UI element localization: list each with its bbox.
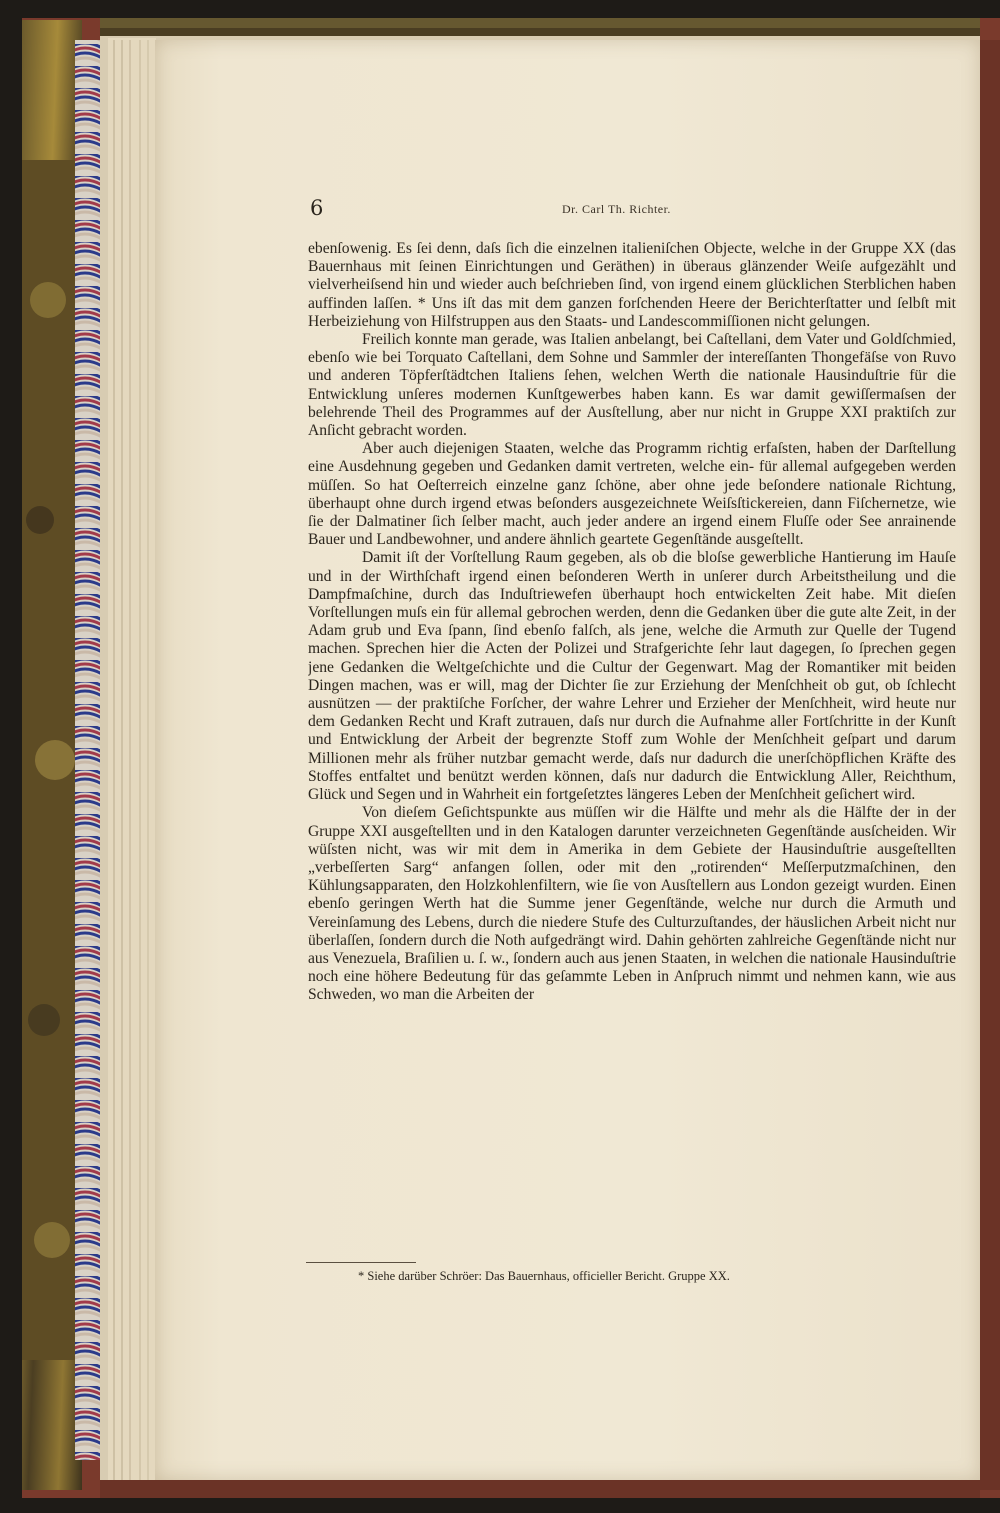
- running-head: Dr. Carl Th. Richter.: [562, 202, 671, 216]
- paragraph: Damit iſt der Vorſtellung Raum gegeben, als ob die bloſse gewerbliche Hantierung im Hauſe und in der Wirthſchaft irgend einen beſonderen Werth in unſerer durch Arbeitstheilung und die Dampfmaſchine, durch das Induſtriewefen überhaupt hoch entwickelten Zeit habe. Mit dieſen Vorſtellungen muſs ein für allemal gebrochen werden, denn die Gedanken über die gute alte Zeit, in der Adam grub und Eva ſpann, ſind ebenſo falſch, als jene, welche die Armuth zur Quelle der Tugend machen. Sprechen hier die Acten der Polizei und Strafgerichte ſehr laut dagegen, ſo ſprechen gegen jene Gedanken die Weltgeſchichte und die Cultur der Gegenwart. Mag der Romantiker mit beiden Dingen machen, was er will, mag der Dichter ſie zur Erziehung der Menſchheit ob gut, ob ſchlecht ausnützen — der praktiſche Forſcher, der wahre Lehrer und Erzieher der Menſchheit, wird heute nur dem Gedanken Recht und Kraft zutrauen, daſs nur durch die Aufnahme aller Fortſchritte in der Kunſt und Entwicklung der Arbeit der begrenzte Stoff zum Wohle der Menſchheit geſpart und darum Millionen mehr als früher nutzbar gemacht werde, daſs nur dadurch die unerſchöpflichen Kräfte des Stoffes entfaltet und benützt werden können, daſs nur dadurch die Entwicklung Aller, Reichthum, Glück und Segen und in Wahrheit ein fortgeſetztes längeres Leben der Menſchheit geſichert wird.: [308, 549, 956, 804]
- paragraph: ebenſowenig. Es ſei denn, daſs ſich die einzelnen italieniſchen Objecte, welche in der Gruppe XX (das Bauernhaus mit ſeinen Einrichtungen und Geräthen) in überaus glänzender Weiſe aufgezählt und vielverheiſsend hin und wieder auch beſchrieben ſind, von irgend einem glücklichen Sterblichen haben auffinden laſſen. * Uns iſt das mit dem ganzen forſchenden Heere der Berichterſtatter und ſelbſt mit Herbeiziehung von Hilfstruppen aus den Staats- und Landescommiſſionen nicht gelungen.: [308, 240, 956, 330]
- page-number: 6: [310, 196, 324, 220]
- body-text: [308, 240, 956, 1250]
- paragraph: Aber auch diejenigen Staaten, welche das Programm richtig erfaſsten, haben der Darſtellung eine Ausdehnung gegeben und Gedanken damit vertreten, welche ein- für allemal aufgegeben werden müſſen. So hat Oeſterreich einzelne ganz ſchöne, aber ohne jede beſondere nationale Richtung, überhaupt ohne durch irgend etwas beſonders ausgezeichnete Weiſsſtickereien, dann Fiſchernetze, wie ſie der Dalmatiner ſich ſelber macht, auch jeder andere an irgend einem Fluſſe oder See anrainende Bauer und Landbewohner, und andere ähnlich geartete Gegenſtände ausgeſtellt.: [308, 440, 956, 549]
- paragraph: Freilich konnte man gerade, was Italien anbelangt, bei Caſtellani, dem Vater und Goldſchmied, ebenſo wie bei Torquato Caſtellani, dem Sohne und Sammler der intereſſanten Thongefäſse von Ruvo und anderen Töpferſtädtchen Italiens ſehen, welchen Werth die nationale Hausinduſtrie für die Entwicklung unſeres modernen Kunſtgewerbes haben kann. Es war damit gewiſſermaſsen der belehrende Theil des Programmes auf der Ausſtellung, aber nur nicht in Gruppe XXI praktiſch zur Anſicht gebracht worden.: [308, 331, 956, 440]
- paragraph: Von dieſem Geſichtspunkte aus müſſen wir die Hälfte und mehr als die Hälfte der in der Gruppe XXI ausgeſtellten und in den Katalogen darunter verzeichneten Gegenſtände ausſcheiden. Wir wüſsten nicht, was wir mit dem in Amerika in dem Gebiete der Hausinduſtrie ausgeſtellten „verbeſſerten Sarg“ anfangen ſollen, oder mit den „rotirenden“ Meſſerputzmaſchinen, den Kühlungsapparaten, den Holzkohlenfiltern, wie ſie von Ausſtellern aus London gezeigt wurden. Einen ebenſo geringen Werth hat die Summe jener Gegenſtände, welche nur durch die Armuth und Vereinſamung des Lebens, durch die niedere Stufe des Culturzuſtandes, der häuslichen Arbeit nicht nur überlaſſen, ſondern durch die Noth aufgedrängt wird. Dahin gehörten zahlreiche Gegenſtände nicht nur aus Venezuela, Braſilien u. ſ. w., ſondern auch aus jenen Staaten, in welchen die nationale Hausinduſtrie noch eine höhere Bedeutung für das geſammte Leben in Anſpruch nimmt und nehmen kann, wie aus Schweden, wo man die Arbeiten der: [308, 804, 956, 1004]
- footnote-rule: [306, 1262, 416, 1263]
- page-header: [310, 196, 950, 226]
- footnote: * Siehe darüber Schröer: Das Bauernhaus, officieller Bericht. Gruppe XX.: [358, 1269, 730, 1283]
